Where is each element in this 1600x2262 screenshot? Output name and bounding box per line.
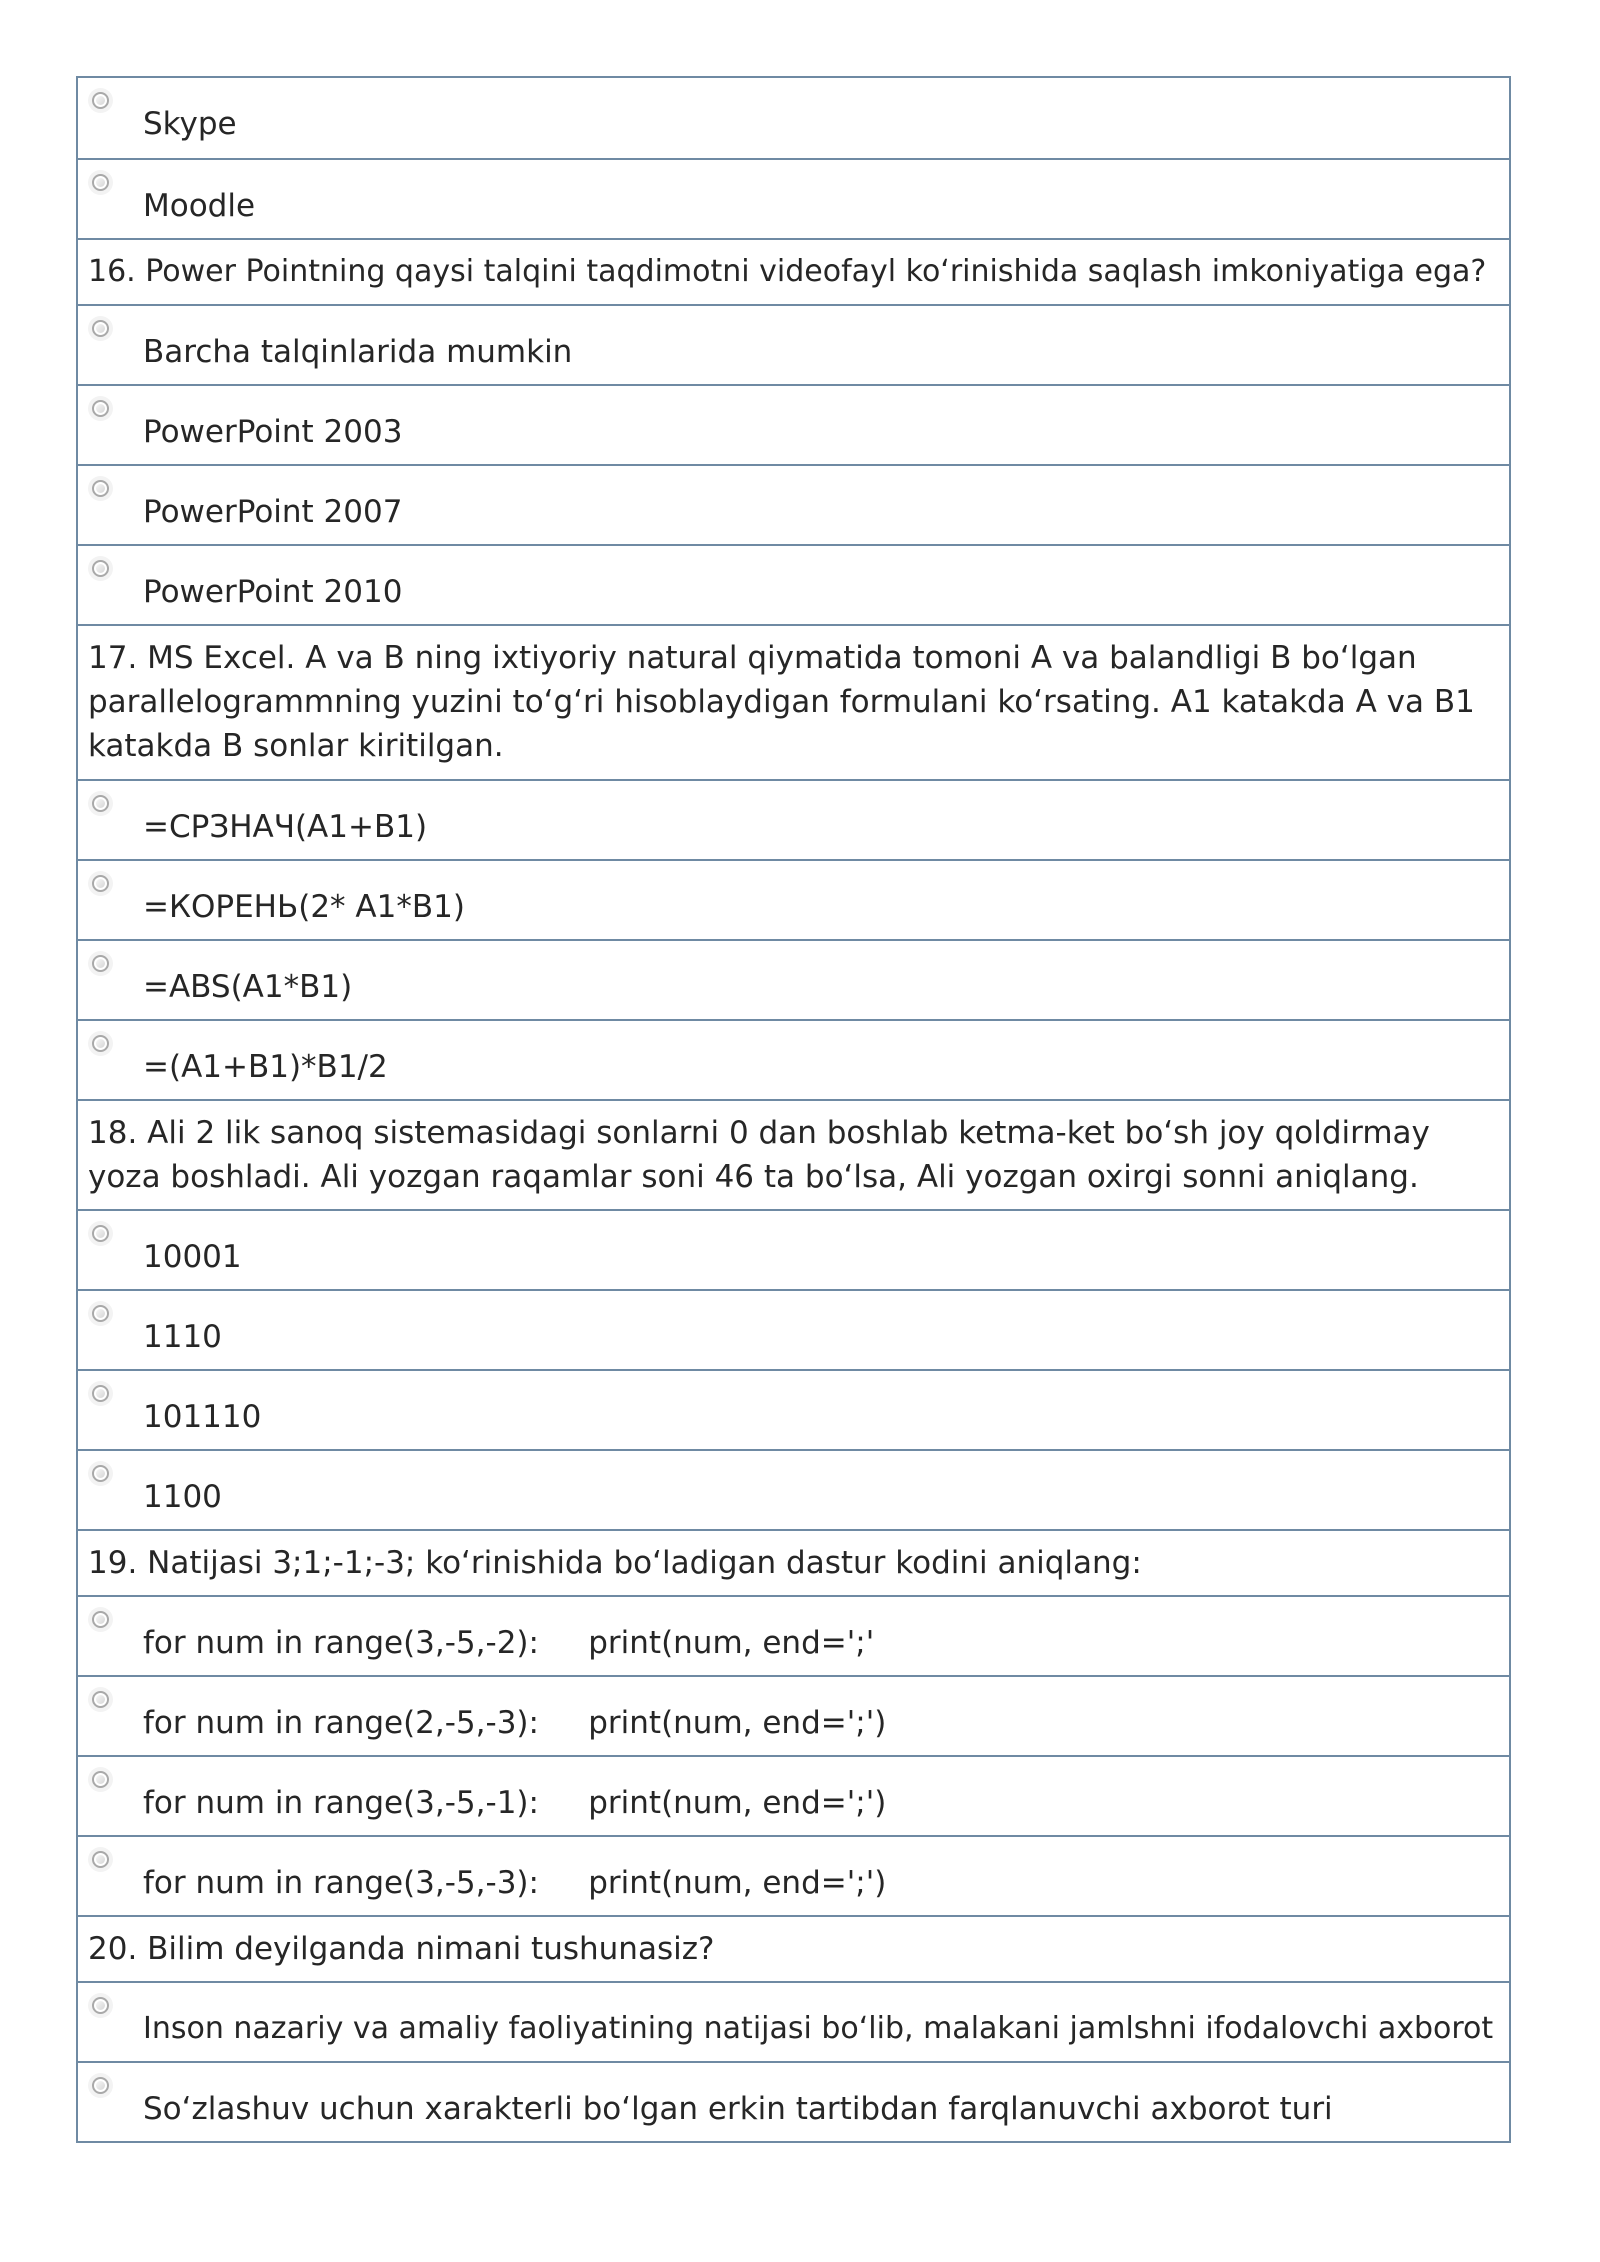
radio-button-icon[interactable] xyxy=(92,1851,109,1868)
answer-option-label: 10001 xyxy=(143,1239,242,1275)
answer-option-label: PowerPoint 2007 xyxy=(143,494,403,530)
radio-button-icon[interactable] xyxy=(92,174,109,191)
answer-option-label: Moodle xyxy=(143,188,256,224)
radio-button-icon[interactable] xyxy=(92,1611,109,1628)
answer-option-label: for num in range(3,-5,-2): print(num, end=';' xyxy=(143,1625,875,1661)
radio-button-icon[interactable] xyxy=(92,1691,109,1708)
answer-option[interactable] xyxy=(78,859,1509,939)
question-18 xyxy=(78,1099,1509,1209)
answer-option[interactable] xyxy=(78,1369,1509,1449)
answer-option[interactable] xyxy=(78,1755,1509,1835)
answer-option-label: for num in range(3,-5,-3): print(num, end=';') xyxy=(143,1865,887,1901)
answer-option-label: =ABS(A1*B1) xyxy=(143,969,353,1005)
answer-option[interactable] xyxy=(78,1019,1509,1099)
question-17 xyxy=(78,624,1509,779)
answer-option-label: for num in range(2,-5,-3): print(num, end=';') xyxy=(143,1705,887,1741)
answer-option[interactable] xyxy=(78,384,1509,464)
question-text: 20. Bilim deyilganda nimani tushunasiz? xyxy=(88,1931,715,1967)
answer-option[interactable] xyxy=(78,78,1509,158)
answer-option[interactable] xyxy=(78,1981,1509,2061)
answer-option-label: Barcha talqinlarida mumkin xyxy=(143,334,573,370)
answer-option[interactable] xyxy=(78,2061,1509,2141)
radio-button-icon[interactable] xyxy=(92,1385,109,1402)
answer-option[interactable] xyxy=(78,1449,1509,1529)
radio-button-icon[interactable] xyxy=(92,1225,109,1242)
answer-option[interactable] xyxy=(78,939,1509,1019)
quiz-table xyxy=(76,76,1511,2143)
radio-button-icon[interactable] xyxy=(92,320,109,337)
radio-button-icon[interactable] xyxy=(92,955,109,972)
radio-button-icon[interactable] xyxy=(92,2077,109,2094)
answer-option[interactable] xyxy=(78,1289,1509,1369)
answer-option-label: 1100 xyxy=(143,1479,222,1515)
answer-option[interactable] xyxy=(78,1595,1509,1675)
radio-button-icon[interactable] xyxy=(92,1771,109,1788)
answer-option-label: =(A1+B1)*B1/2 xyxy=(143,1049,388,1085)
radio-button-icon[interactable] xyxy=(92,1465,109,1482)
radio-button-icon[interactable] xyxy=(92,795,109,812)
answer-option[interactable] xyxy=(78,544,1509,624)
question-text: 18. Ali 2 lik sanoq sistemasidagi sonlarni 0 dan boshlab ketma-ket bo‘sh joy qoldirmay yoza boshladi. Ali yozgan raqamlar soni 46 ta bo‘lsa, Ali yozgan oxirgi sonni aniqlang. xyxy=(88,1115,1430,1195)
radio-button-icon[interactable] xyxy=(92,875,109,892)
question-text: 19. Natijasi 3;1;-1;-3; ko‘rinishida bo‘ladigan dastur kodini aniqlang: xyxy=(88,1545,1142,1581)
answer-option[interactable] xyxy=(78,464,1509,544)
answer-option-label: 1110 xyxy=(143,1319,222,1355)
answer-option-label: Inson nazariy va amaliy faoliyatining natijasi bo‘lib, malakani jamlshni ifodalovchi axborot xyxy=(143,2011,1494,2046)
radio-button-icon[interactable] xyxy=(92,1035,109,1052)
question-19 xyxy=(78,1529,1509,1595)
radio-button-icon[interactable] xyxy=(92,1997,109,2014)
radio-button-icon[interactable] xyxy=(92,400,109,417)
answer-option-label: for num in range(3,-5,-1): print(num, end=';') xyxy=(143,1785,887,1821)
radio-button-icon[interactable] xyxy=(92,560,109,577)
radio-button-icon[interactable] xyxy=(92,92,109,109)
answer-option-label: =КОРЕНЬ(2* A1*B1) xyxy=(143,889,465,925)
question-20 xyxy=(78,1915,1509,1981)
answer-option-label: PowerPoint 2010 xyxy=(143,574,403,610)
radio-button-icon[interactable] xyxy=(92,1305,109,1322)
answer-option[interactable] xyxy=(78,158,1509,238)
answer-option-label: Skype xyxy=(143,106,237,142)
answer-option-label: =СРЗНАЧ(A1+B1) xyxy=(143,809,428,845)
answer-option[interactable] xyxy=(78,304,1509,384)
answer-option[interactable] xyxy=(78,1209,1509,1289)
radio-button-icon[interactable] xyxy=(92,480,109,497)
answer-option[interactable] xyxy=(78,779,1509,859)
answer-option-label: So‘zlashuv uchun xarakterli bo‘lgan erkin tartibdan farqlanuvchi axborot turi xyxy=(143,2091,1333,2127)
question-16 xyxy=(78,238,1509,304)
answer-option[interactable] xyxy=(78,1675,1509,1755)
answer-option[interactable] xyxy=(78,1835,1509,1915)
answer-option-label: PowerPoint 2003 xyxy=(143,414,403,450)
question-text: 16. Power Pointning qaysi talqini taqdimotni videofayl ko‘rinishida saqlash imkoniyatiga ega? xyxy=(88,254,1487,289)
question-text: 17. MS Excel. A va B ning ixtiyoriy natural qiymatida tomoni A va balandligi B bo‘lgan parallelogrammning yuzini to‘g‘ri hisoblaydigan formulani ko‘rsating. A1 katakda A va B1 katakda B sonlar kiritilgan. xyxy=(88,640,1475,764)
answer-option-label: 101110 xyxy=(143,1399,262,1435)
